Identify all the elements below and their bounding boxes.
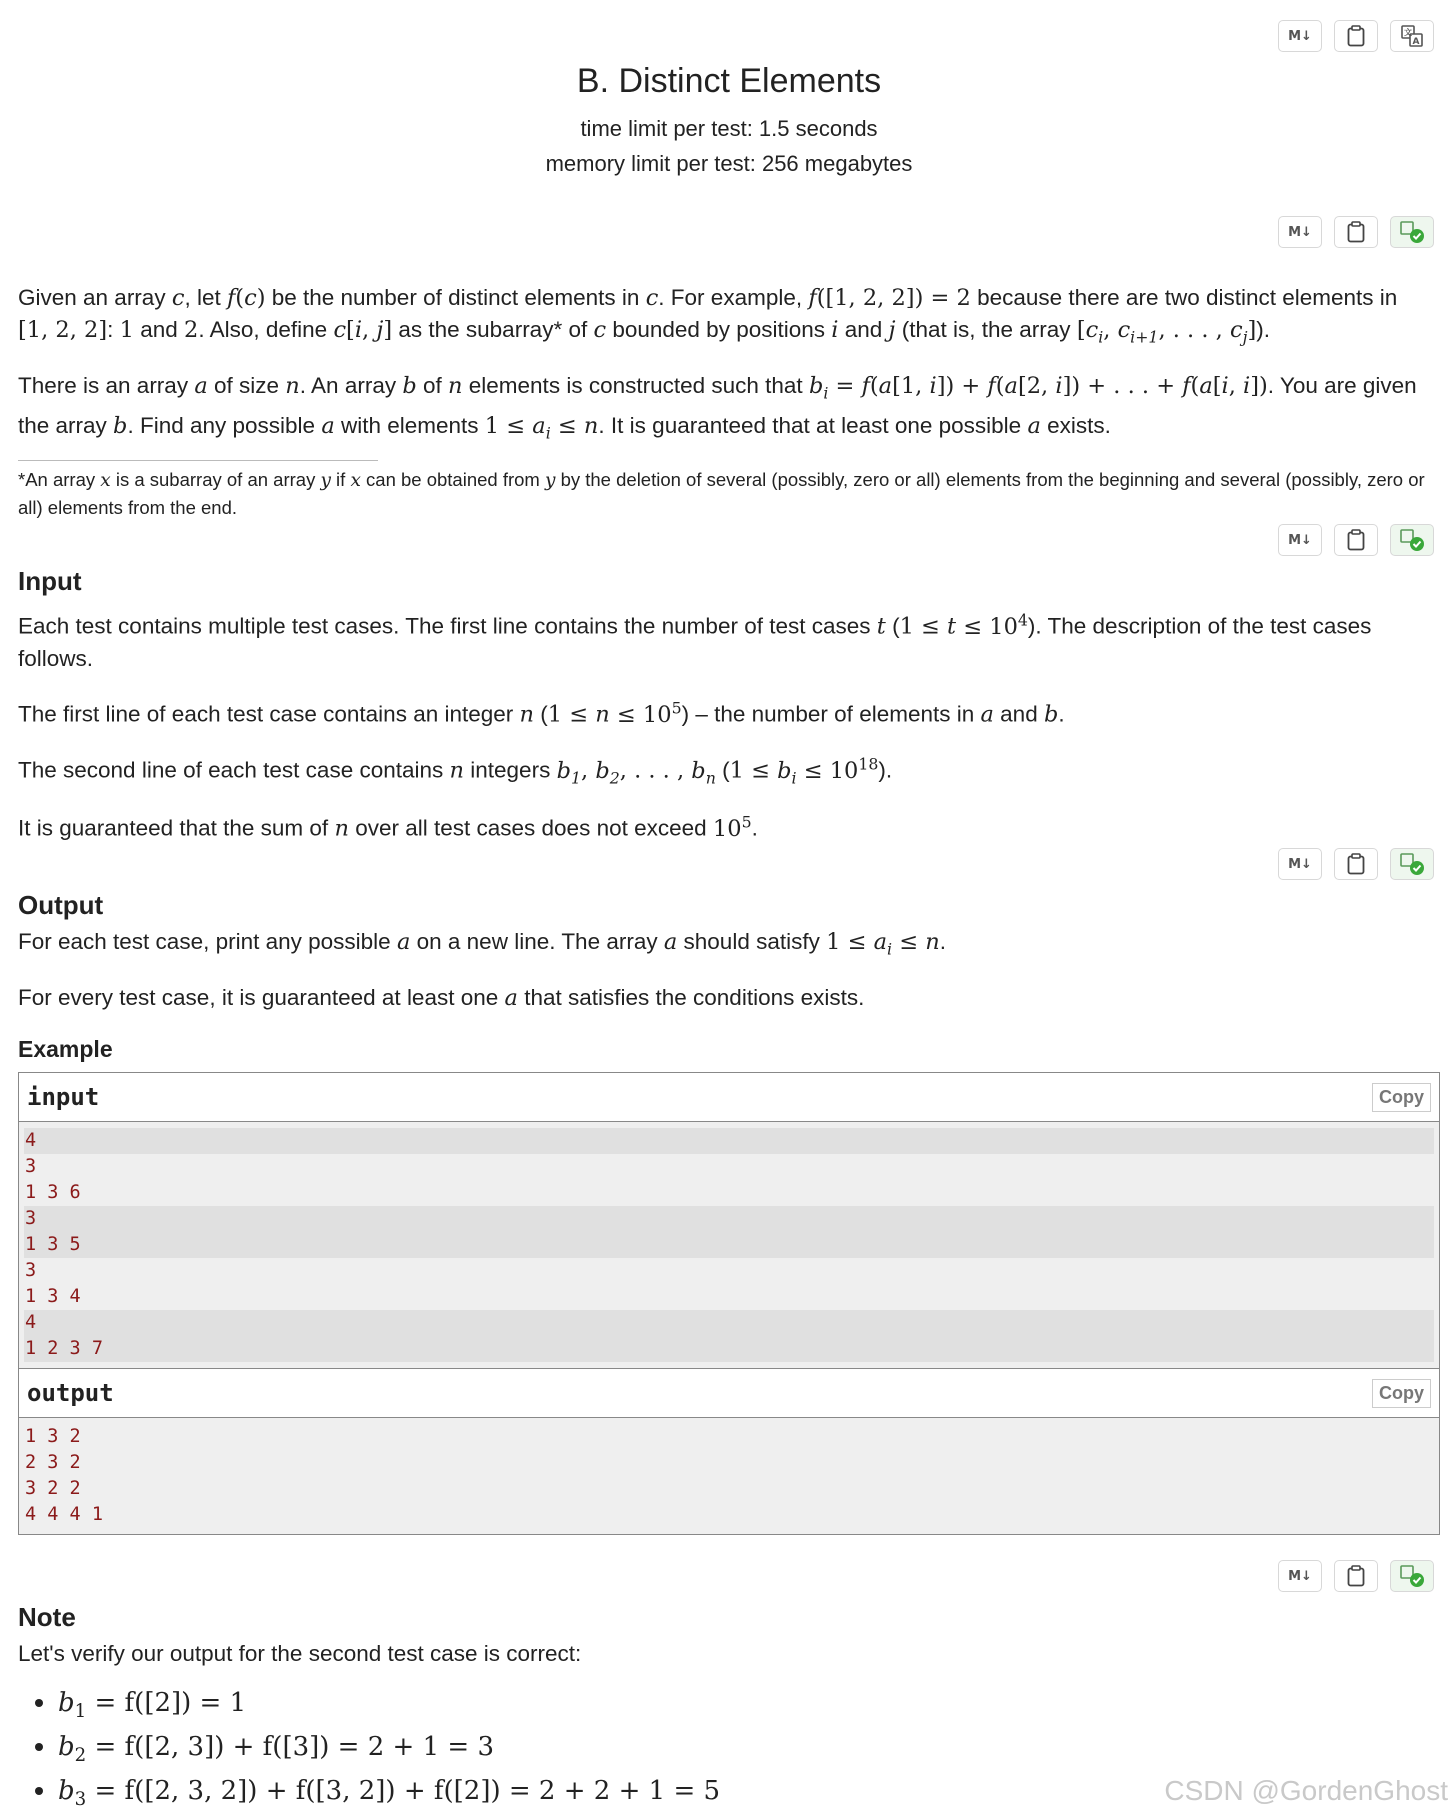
translated-check-button[interactable] — [1390, 1560, 1434, 1592]
input-line: 1 3 6 — [25, 1182, 81, 1203]
statement-toolbar — [1278, 216, 1434, 248]
markdown-icon: M↓ — [1288, 28, 1312, 44]
input-sample-header — [19, 1073, 1439, 1122]
translated-check-button[interactable] — [1390, 524, 1434, 556]
input-sample-label: input — [27, 1083, 100, 1111]
translate-check-icon — [1399, 528, 1425, 552]
output-line: 4 4 4 1 — [25, 1504, 103, 1525]
clipboard-icon — [1347, 221, 1365, 243]
translate-check-icon — [1399, 852, 1425, 876]
translate-button[interactable] — [1390, 20, 1434, 52]
input-line: 4 — [24, 1128, 1434, 1154]
clipboard-icon — [1347, 25, 1365, 47]
output-sample-body — [19, 1418, 1439, 1534]
footnote-divider — [18, 460, 378, 461]
input-line: 1 3 4 — [25, 1286, 81, 1307]
clipboard-icon — [1347, 853, 1365, 875]
problem-title: B. Distinct Elements — [576, 62, 882, 100]
markdown-button[interactable] — [1278, 20, 1322, 52]
markdown-button[interactable] — [1278, 216, 1322, 248]
markdown-icon: M↓ — [1288, 532, 1312, 548]
input-sample-body — [19, 1122, 1439, 1369]
example-title: Example — [18, 1036, 113, 1062]
input-line: 3 — [25, 1260, 37, 1281]
translate-icon — [1400, 24, 1424, 48]
input-line: 3 — [24, 1206, 1434, 1232]
example-box — [18, 1072, 1440, 1535]
input-line: 1 2 3 7 — [24, 1336, 1434, 1362]
markdown-icon: M↓ — [1288, 856, 1312, 872]
clipboard-icon — [1347, 1565, 1365, 1587]
input-line: 4 — [24, 1310, 1434, 1336]
output-paragraph-1: For each test case, print any possible a on a new line. The array a should satisfy $1 \le a_i \le n$. — [18, 929, 946, 959]
clipboard-button[interactable] — [1334, 524, 1378, 556]
problem-header — [18, 62, 1440, 181]
markdown-button[interactable] — [1278, 848, 1322, 880]
copy-output-button[interactable]: Copy — [1372, 1379, 1431, 1408]
markdown-button[interactable] — [1278, 524, 1322, 556]
input-paragraph-2: The first line of each test case contains an integer n $(1 \le n \le 10^5)$ – the number of elements in a and b. — [18, 698, 1065, 728]
input-line: 1 3 5 — [24, 1232, 1434, 1258]
translate-check-icon — [1399, 220, 1425, 244]
input-toolbar — [1278, 524, 1434, 556]
output-sample-header — [19, 1369, 1439, 1418]
watermark: CSDN @GordenGhost — [1164, 1775, 1448, 1806]
output-line: 1 3 2 — [25, 1426, 81, 1447]
output-sample-label: output — [27, 1379, 114, 1407]
markdown-icon: M↓ — [1288, 1568, 1312, 1584]
note-item: • $b_1 = f([2]) = 1$ — [58, 1685, 720, 1729]
note-toolbar — [1278, 1560, 1434, 1592]
copy-input-button[interactable]: Copy — [1372, 1083, 1431, 1112]
output-toolbar — [1278, 848, 1434, 880]
clipboard-button[interactable] — [1334, 848, 1378, 880]
clipboard-button[interactable] — [1334, 20, 1378, 52]
output-paragraph-2: For every test case, it is guaranteed at least one a that satisfies the conditions exists. — [18, 985, 865, 1011]
note-item: • $b_2 = f([2$, 3]) + f([3]) = 2 + 1 = 3 — [58, 1729, 720, 1773]
clipboard-icon — [1347, 529, 1365, 551]
output-line: 3 2 2 — [25, 1478, 81, 1499]
statement-paragraph-2: There is an array a of size n. An array b of n elements is constructed such that $b_i = f(a[1$, i]) + f(a[2, i]) + . . . + f(a[i, i]). You are given the array b. Find any possible a with elements $1 \le a_i \le n$. It is guaranteed that at least one possible a exists. — [18, 373, 1417, 442]
clipboard-button[interactable] — [1334, 1560, 1378, 1592]
svg-text:文: 文 — [1404, 28, 1412, 37]
svg-text:A: A — [1412, 37, 1420, 47]
note-title: Note — [18, 1602, 76, 1632]
translated-check-button[interactable] — [1390, 216, 1434, 248]
footnote: *An array x is a subarray of an array y if x can be obtained from y by the deletion of several (possibly, zero or all) elements from the beginning and several (possibly, zero or all) elements from the end. — [18, 469, 1425, 518]
output-title: Output — [18, 890, 104, 920]
output-line: 2 3 2 — [25, 1452, 81, 1473]
note-list — [18, 1685, 720, 1818]
input-paragraph-3: The second line of each test case contains n integers $b_1$, $b_2$, . . . , $b_n$ $(1 \le b_i \le 10^{18})$. — [18, 754, 893, 787]
markdown-icon: M↓ — [1288, 224, 1312, 240]
markdown-button[interactable] — [1278, 1560, 1322, 1592]
translated-check-button[interactable] — [1390, 848, 1434, 880]
statement-paragraph-1: Given an array c, let f(c) be the number of distinct elements in c. For example, f([1, 2, 2]) = 2 because there are two distinct elements in [1, 2, 2]: 1 and 2. Also, define c[i, j] as the subarray* of c bounded by positions i and j (that is, the array [$c_i$, $c_{i+1}$, . . . , $c_j$]). — [18, 285, 1398, 347]
header-toolbar — [1278, 20, 1434, 52]
input-title: Input — [18, 566, 82, 596]
note-intro: Let's verify our output for the second test case is correct: — [18, 1641, 582, 1666]
translate-check-icon — [1399, 1564, 1425, 1588]
time-limit: time limit per test: 1.5 seconds — [580, 116, 878, 141]
memory-limit: memory limit per test: 256 megabytes — [545, 151, 913, 176]
clipboard-button[interactable] — [1334, 216, 1378, 248]
input-line: 3 — [25, 1156, 37, 1177]
input-paragraph-1: Each test contains multiple test cases. The first line contains the number of test cases t $(1 \le t \le 10^4)$. The description of the test cases follows. — [18, 610, 1372, 671]
input-paragraph-4: It is guaranteed that the sum of n over all test cases does not exceed $10^5$. — [18, 812, 758, 842]
note-item: • $b_3 = f([2$, 3, 2]) + f([3, 2]) + f([2]) = 2 + 2 + 1 = 5 — [58, 1773, 720, 1817]
